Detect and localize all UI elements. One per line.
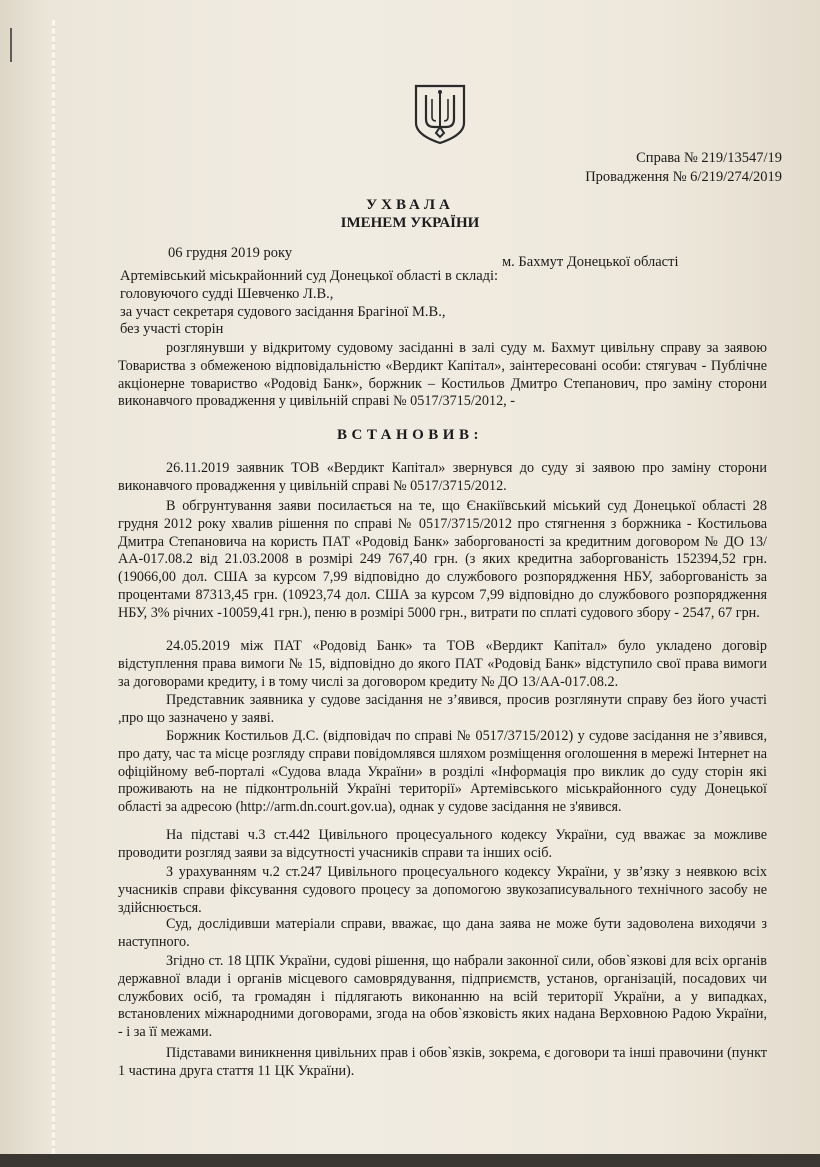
section-heading: ВСТАНОВИВ: — [337, 427, 483, 443]
court-secretary: за участ секретаря судового засідання Брагіної М.В., — [120, 304, 446, 320]
decision-place: м. Бахмут Донецької області — [502, 254, 679, 270]
ukraine-coat-of-arms-icon — [412, 83, 468, 145]
parties-note: без участі сторін — [120, 321, 224, 337]
paragraph-6: На підставі ч.3 ст.442 Цивільного процесуального кодексу України, суд вважає за можливе проводити розгляд заяви за відсутності учасників справи та інших осіб. — [118, 827, 767, 861]
decision-date: 06 грудня 2019 року — [168, 245, 293, 261]
paragraph-3: 24.05.2019 між ПАТ «Родовід Банк» та ТОВ «Вердикт Капітал» було укладено договір відступлення права вимоги № 15, відповідно до якого ПАТ «Родовід Банк» відступило свої права вимоги за договорами кредиту, і в тому числі за договором кредиту № ДО 13/АА-017.08.2. — [118, 638, 767, 690]
paragraph-8: Суд, дослідивши матеріали справи, вважає, що дана заява не може бути задоволена виходячи з наступного. — [118, 916, 767, 950]
case-number: Справа № 219/13547/19 — [636, 150, 782, 166]
proceeding-number: Провадження № 6/219/274/2019 — [585, 169, 782, 185]
paragraph-9: Згідно ст. 18 ЦПК України, судові рішення, що набрали законної сили, обов`язкові для всіх органів державної влади і органів місцевого самоврядування, підприємств, установ, організацій, посадових чи службових осіб, та громадян і підлягають виконанню на всій території України, а у випадках, встановлених міжнародними договорами, згода на обов`язковість яких надана Верховною Радою України, - і за її межами. — [118, 953, 767, 1041]
scan-bottom-edge — [0, 1154, 820, 1167]
binding-string — [52, 20, 55, 1167]
paragraph-7: З урахуванням ч.2 ст.247 Цивільного процесуального кодексу України, у зв’язку з неявкою всіх учасників справи фіксування судового процесу за допомогою звукозаписувального технічного засобу не здійснюється. — [118, 864, 767, 916]
document-subtitle: ІМЕНЕМ УКРАЇНИ — [340, 215, 480, 231]
paragraph-4: Представник заявника у судове засідання не з’явився, просив розглянути справу без його участі ,про що зазначено у заяві. — [118, 692, 767, 726]
margin-mark — [10, 28, 12, 62]
paragraph-10: Підставами виникнення цивільних прав і обов`язків, зокрема, є договори та інші правочини (пункт 1 частина друга стаття 11 ЦК України). — [118, 1045, 767, 1079]
paragraph-1: 26.11.2019 заявник ТОВ «Вердикт Капітал» звернувся до суду зі заявою про заміну сторони виконавчого провадження у цивільній справі № 0517/3715/2012. — [118, 460, 767, 494]
paragraph-2: В обгрунтування заяви посилається на те, що Єнакіївський міський суд Донецької області 28 грудня 2012 року хвалив рішення по справі № 0517/3715/2012 про стягнення з боржника - Костильова Дмитра Степановича на користь ПАТ «Родовід Банк» заборгованості за кредитним договором № ДО 13/АА-017.08.2 від 21.03.2008 в розмірі 249 767,40 грн. (з яких кредитна заборгованість 152394,52 грн. (19066,00 дол. США за курсом 7,99 відповідно до службового розпорядження НБУ, заборгованість за процентами 87313,45 грн. (10923,74 дол. США за курсом 7,99 відповідно до службового розпорядження НБУ, 3% річних -10059,41 грн.), пеню в розмірі 5000 грн., витрати по сплаті судового збору - 2547, 67 грн. — [118, 498, 767, 621]
intro-paragraph: розглянувши у відкритому судовому засіданні в залі суду м. Бахмут цивільну справу за заявою Товариства з обмеженою відповідальністю «Вердикт Капітал», заінтересовані особи: стягувач - Публічне акціонерне товариство «Родовід Банк», боржник – Костильов Дмитро Степанович, про заміну сторони виконавчого провадження у цивільній справі № 0517/3715/2012, - — [118, 340, 767, 410]
paragraph-5: Боржник Костильов Д.С. (відповідач по справі № 0517/3715/2012) у судове засідання не з’явився, про дату, час та місце розгляду справи повідомлявся шляхом розміщення оголошення в мережі Інтернет на офіційному веб-порталі «Судова влада України» в розділі «Інформація про виклик до суду сторін які проживають на не підконтрольній Україні території» Артемівського міськрайонного суду Донецької області за адресою (http://arm.dn.court.gov.ua), однак у судове засідання не з'явився. — [118, 728, 767, 816]
presiding-judge: головуючого судді Шевченко Л.В., — [120, 286, 334, 302]
court-composition: Артемівський міськрайонний суд Донецької області в складі: — [120, 268, 499, 284]
document-title: УХВАЛА — [366, 197, 454, 213]
